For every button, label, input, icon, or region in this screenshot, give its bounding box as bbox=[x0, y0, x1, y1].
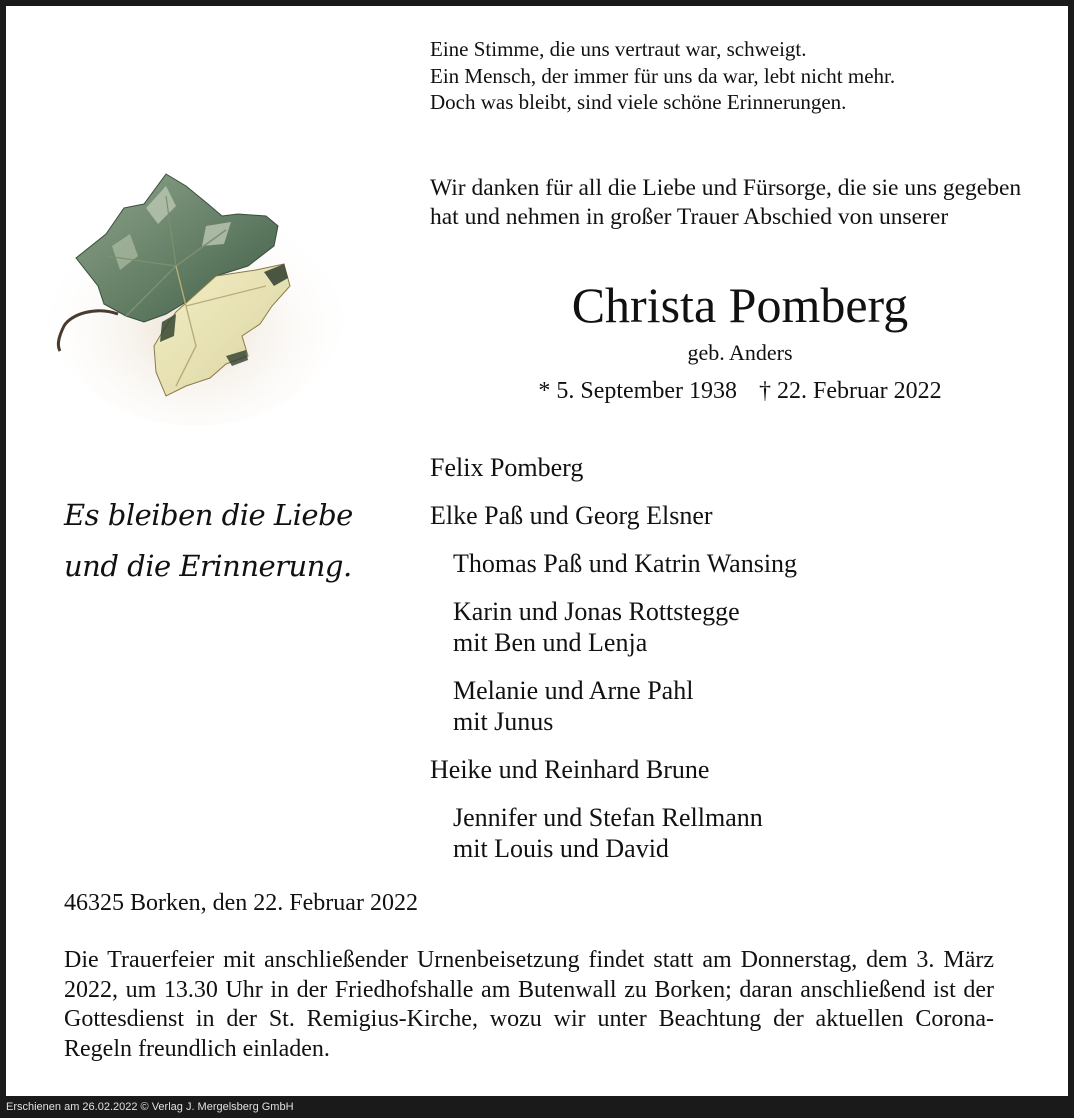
mourner-line: Melanie und Arne Pahl bbox=[453, 676, 694, 705]
poem-line: Ein Mensch, der immer für uns da war, lebt nicht mehr. bbox=[430, 63, 896, 88]
footer-text: Erschienen am 26.02.2022 © Verlag J. Mergelsberg GmbH bbox=[6, 1101, 294, 1113]
mourner-entry bbox=[430, 754, 797, 785]
mourner-line: mit Louis und David bbox=[453, 834, 669, 863]
mourner-line: Elke Paß und Georg Elsner bbox=[430, 501, 713, 530]
mourners-list bbox=[430, 452, 797, 881]
mourner-entry bbox=[430, 675, 797, 737]
poem-line: Doch was bleibt, sind viele schöne Erinnerungen. bbox=[430, 90, 847, 114]
quote-line: und die Erinnerung. bbox=[64, 549, 352, 583]
obituary-notice bbox=[6, 6, 1068, 1096]
mourner-line: Thomas Paß und Katrin Wansing bbox=[453, 549, 798, 578]
birth-name: geb. Anders bbox=[687, 340, 793, 365]
mourner-entry bbox=[430, 548, 797, 579]
quote bbox=[64, 490, 353, 592]
mourner-line: Heike und Reinhard Brune bbox=[430, 755, 710, 784]
deceased-name: Christa Pomberg bbox=[571, 277, 909, 333]
mourner-entry bbox=[430, 802, 797, 864]
mourner-line: Karin und Jonas Rottstegge bbox=[453, 597, 740, 626]
birth-date: * 5. September 1938 bbox=[538, 378, 737, 404]
thanks-text: Wir danken für all die Liebe und Fürsorge, die sie uns gegeben hat und nehmen in großer Trauer Abschied von unserer bbox=[430, 175, 1022, 230]
ceremony-text: Die Trauerfeier mit anschließender Urnenbeisetzung findet statt am Donnerstag, dem 3. März 2022, um 13.30 Uhr in der Friedhofshalle am Butenwall zu Borken; daran anschließend ist der Gottesdienst in der St. Remigius-Kirche, wozu wir unter Beachtung der aktuellen Corona-Regeln freundlich einladen. bbox=[64, 947, 994, 1062]
life-dates bbox=[430, 378, 1050, 405]
mourner-entry bbox=[430, 500, 797, 531]
mourner-entry bbox=[430, 596, 797, 658]
mourner-line: Jennifer und Stefan Rellmann bbox=[453, 803, 763, 832]
mourner-line: Felix Pomberg bbox=[430, 453, 584, 482]
publication-footer bbox=[0, 1096, 1074, 1118]
mourner-line: mit Ben und Lenja bbox=[453, 628, 648, 657]
quote-line: Es bleiben die Liebe bbox=[64, 498, 353, 532]
place-date: 46325 Borken, den 22. Februar 2022 bbox=[64, 890, 418, 916]
mourner-entry bbox=[430, 452, 797, 483]
poem-line: Eine Stimme, die uns vertraut war, schweigt. bbox=[430, 37, 807, 61]
ivy-leaf-image bbox=[26, 146, 346, 426]
poem bbox=[430, 36, 895, 116]
mourner-line: mit Junus bbox=[453, 707, 554, 736]
death-date: † 22. Februar 2022 bbox=[759, 378, 942, 404]
